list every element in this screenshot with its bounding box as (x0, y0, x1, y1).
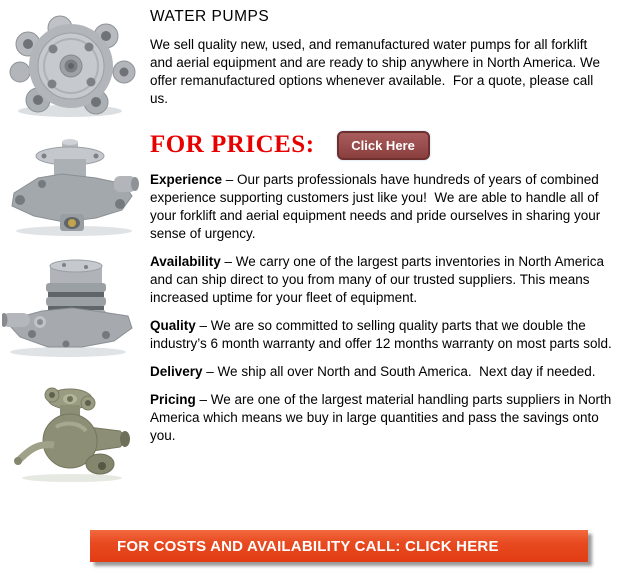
delivery-label: Delivery (150, 364, 203, 379)
delivery-paragraph (150, 363, 613, 381)
water-pump-front-flange-photo (8, 12, 138, 120)
pricing-label: Pricing (150, 392, 196, 407)
quality-text: – We are so committed to selling quality parts that we double the industry’s 6 month warranty and offer 12 months warranty on most parts sold. (150, 318, 612, 351)
availability-text: – We carry one of the largest parts inventories in North America and can ship direct to you from many of our trusted suppliers. This means increased uptime for your fleet of equipment. (150, 254, 608, 305)
pricing-text: – We are one of the largest material handling parts suppliers in North America which means we buy in large quantities and pass the savings onto you. (150, 392, 615, 443)
click-here-button[interactable]: Click Here (337, 131, 430, 160)
main-content (150, 8, 613, 445)
availability-label: Availability (150, 254, 221, 269)
water-pump-side-flange-photo (4, 138, 140, 238)
for-prices-row (150, 129, 613, 161)
for-prices-label: FOR PRICES: (150, 131, 315, 158)
water-pump-cast-green-photo (8, 383, 136, 483)
costs-availability-banner[interactable] (90, 530, 588, 562)
pricing-paragraph (150, 391, 613, 445)
quality-label: Quality (150, 318, 196, 333)
experience-paragraph (150, 171, 613, 243)
quality-paragraph (150, 317, 613, 353)
page-title: WATER PUMPS (150, 8, 270, 25)
intro-paragraph: We sell quality new, used, and remanufactured water pumps for all forklift and aerial equipment and are ready to ship anywhere in North America. We offer remanufactured options whenever available. For a quote, please call us. (150, 37, 604, 106)
availability-paragraph (150, 253, 613, 307)
costs-availability-banner-label: FOR COSTS AND AVAILABILITY CALL: CLICK HERE (117, 537, 499, 555)
experience-text: – Our parts professionals have hundreds of years of combined experience supporting customers just like you! We are able to handle all of your forklift and aerial equipment needs and pride ourselves in sharing your sense of urgency. (150, 172, 605, 241)
delivery-text: – We ship all over North and South America. Next day if needed. (202, 364, 596, 379)
experience-label: Experience (150, 172, 223, 187)
water-pump-pulley-photo (2, 256, 138, 358)
